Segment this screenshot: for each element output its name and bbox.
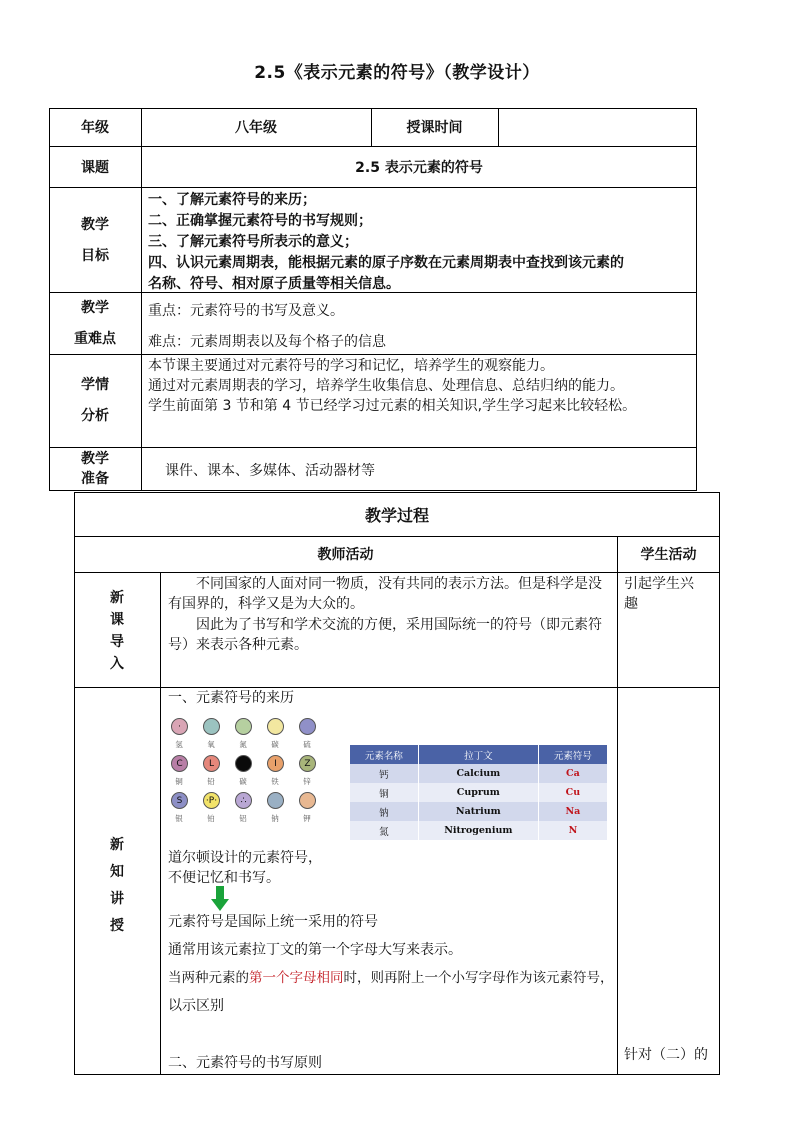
new-student: 针对（二）的 (624, 1047, 708, 1063)
dalton-atom-icon: ∴ (235, 792, 252, 809)
dalton-atom-label: 铝 (239, 814, 247, 823)
dalton-atom-label: 氢 (175, 740, 183, 749)
rule-1: 元素符号是国际上统一采用的符号 (168, 914, 378, 930)
dalton-atom-icon (299, 792, 316, 809)
dalton-atom-label: 铁 (271, 777, 279, 786)
goals-list (148, 190, 624, 295)
dalton-atom-label: 铅 (207, 777, 215, 786)
dalton-atom-label: 钠 (271, 814, 279, 823)
dalton-atom-icon: C (171, 755, 188, 772)
dalton-atom-label: 铜 (175, 777, 183, 786)
process-title: 教学过程 (364, 505, 429, 525)
section2-title: 二、元素符号的书写原则 (168, 1055, 322, 1071)
analysis-line: 学生前面第 3 节和第 4 节已经学习过元素的相关知识,学生学习起来比较轻松。 (148, 398, 637, 414)
student-header: 学生活动 (640, 547, 697, 563)
analysis-content (148, 356, 636, 416)
prep-label: 教学 准备 (81, 451, 109, 487)
focus-content (148, 296, 386, 358)
analysis-line: 本节课主要通过对元素符号的学习和记忆，培养学生的观察能力。 (148, 358, 554, 374)
time-label: 授课时间 (406, 120, 463, 136)
dalton-note: 道尔顿设计的元素符号， 不便记忆和书写。 (168, 850, 322, 886)
dalton-atom-icon: L (203, 755, 220, 772)
latin-table (350, 745, 608, 840)
table-row: 钠 Natrium Na (350, 802, 608, 821)
table-header: 拉丁文 (418, 745, 538, 764)
goal-item: 三、了解元素符号所表示的意义； (148, 234, 358, 250)
time-value[interactable] (498, 108, 696, 146)
dalton-atom-icon (299, 718, 316, 735)
focus-difficult: 难点：元素周期表以及每个格子的信息 (148, 334, 386, 350)
dalton-atom-icon: S (171, 792, 188, 809)
table-header: 元素符号 (538, 745, 607, 764)
dalton-atom-label: 钾 (303, 814, 311, 823)
dalton-atom-icon (203, 718, 220, 735)
table-row: 钙 Calcium Ca (350, 764, 608, 783)
topic-label: 课题 (81, 159, 109, 176)
focus-key: 重点：元素符号的书写及意义。 (148, 303, 344, 319)
goal-item: 名称、符号、相对原子质量等相关信息。 (148, 276, 400, 292)
table-row: 铜 Cuprum Cu (350, 783, 608, 802)
dalton-atom-label: 硫 (303, 740, 311, 749)
dalton-atom-icon (235, 755, 252, 772)
focus-label: 教学 重难点 (74, 300, 116, 347)
intro-label: 新 课 导 入 (110, 590, 124, 672)
dalton-atom-icon: ·P· (203, 792, 220, 809)
rule-4: 以示区别 (168, 998, 224, 1014)
dalton-atom-label: 锌 (303, 777, 311, 786)
dalton-atom-icon: · (171, 718, 188, 735)
grade-value: 八年级 (235, 120, 277, 136)
intro-text-2: 因此为了书写和学术交流的方便，采用国际统一的符号（即元素符号）来表示各种元素。 (168, 617, 602, 653)
grade-label: 年级 (81, 120, 109, 136)
rule-3: 当两种元素的第一个字母相同时，则再附上一个小写字母作为该元素符号， (168, 970, 614, 986)
section1-title: 一、元素符号的来历 (168, 690, 294, 706)
prep-value: 课件、课本、多媒体、活动器材等 (165, 463, 375, 479)
document-title: 2.5《表示元素的符号》（教学设计） (254, 63, 540, 83)
analysis-label: 学情 分析 (81, 377, 109, 424)
dalton-atom-icon: Z (299, 755, 316, 772)
table-row: 氮 Nitrogenium N (350, 821, 608, 840)
analysis-line: 通过对元素周期表的学习，培养学生收集信息、处理信息、总结归纳的能力。 (148, 378, 624, 394)
goal-item: 二、正确掌握元素符号的书写规则； (148, 213, 372, 229)
dalton-atom-label: 氮 (239, 740, 247, 749)
dalton-atom-label: 碳 (271, 740, 279, 749)
topic-value: 2.5 表示元素的符号 (355, 159, 483, 176)
goals-label: 教学 目标 (81, 217, 109, 264)
intro-student: 引起学生兴趣 (624, 576, 694, 612)
dalton-atom-label: 氧 (207, 740, 215, 749)
dalton-atom-icon (235, 718, 252, 735)
dalton-atom-icon: I (267, 755, 284, 772)
dalton-atom-label: 铂 (207, 814, 215, 823)
down-arrow-icon (210, 886, 230, 912)
goal-item: 一、了解元素符号的来历； (148, 192, 316, 208)
goal-item: 四、认识元素周期表，能根据元素的原子序数在元素周期表中查找到该元素的 (148, 255, 624, 271)
dalton-atom-label: 碳 (239, 777, 247, 786)
rule-3-highlight: 第一个字母相同 (249, 970, 344, 986)
dalton-atom-icon (267, 792, 284, 809)
dalton-atom-icon (267, 718, 284, 735)
table-header: 元素名称 (350, 745, 418, 764)
rule-2: 通常用该元素拉丁文的第一个字母大写来表示。 (168, 942, 462, 958)
dalton-atom-label: 银 (175, 814, 183, 823)
new-label: 新 知 讲 授 (110, 837, 124, 934)
teacher-header: 教师活动 (317, 547, 374, 563)
intro-text-1: 不同国家的人面对同一物质，没有共同的表示方法。但是科学是没有国界的，科学又是为大众的。 (168, 576, 602, 612)
